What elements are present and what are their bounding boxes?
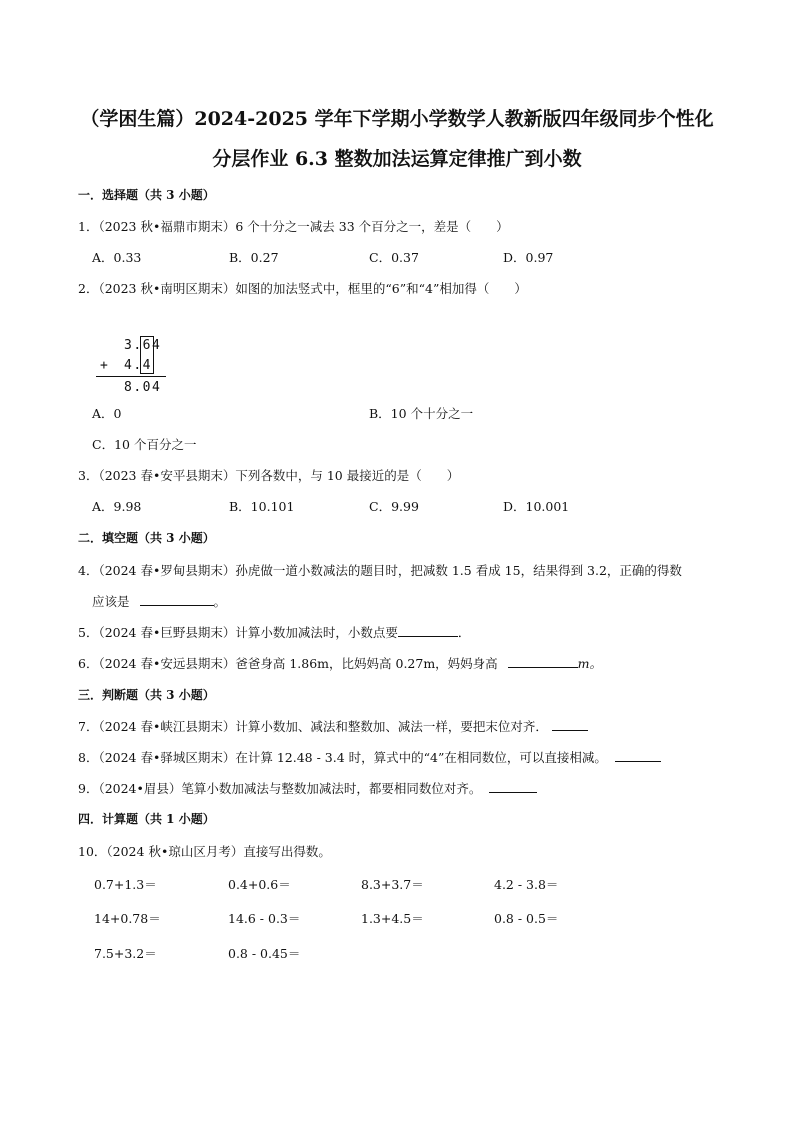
q3-option-a: A．9.98 [92, 499, 142, 514]
section-heading-fill: 二．填空题（共 3 小题） [78, 531, 215, 545]
q6-answer-blank[interactable] [508, 655, 578, 668]
question-10-text: 10．（2024 秋•琼山区月考）直接写出得数。 [78, 844, 331, 859]
sum-line [96, 376, 166, 377]
sum-result: 8.04 [124, 380, 162, 395]
q2-option-a: A．0 [92, 406, 122, 421]
addend-1: 3.64 [124, 338, 162, 353]
calc-item: 7.5+3.2＝ [94, 946, 157, 961]
calc-item: 0.4+0.6＝ [228, 877, 291, 892]
q2-option-b: B．10 个十分之一 [369, 406, 474, 421]
section-heading-calc: 四．计算题（共 1 小题） [78, 812, 215, 826]
question-3-text: 3．（2023 春•安平县期末）下列各数中，与 10 最接近的是（ ） [78, 468, 460, 483]
calc-item: 0.8 - 0.5＝ [494, 911, 559, 926]
question-7: 7．（2024 春•峡江县期末）计算小数加、减法和整数加、减法一样，要把末位对齐． [78, 717, 588, 735]
question-2-text: 2．（2023 秋•南明区期末）如图的加法竖式中，框里的“6”和“4”相加得（ ） [78, 281, 527, 296]
question-9: 9．（2024•眉县）笔算小数加减法与整数加减法时，都要相同数位对齐。 [78, 779, 537, 797]
question-1-text: 1．（2023 秋•福鼎市期末）6 个十分之一减去 33 个百分之一，差是（ ） [78, 219, 509, 234]
calc-item: 0.7+1.3＝ [94, 877, 157, 892]
q9-answer-blank[interactable] [489, 780, 537, 793]
page-title-line-1: （学困生篇）2024-2025 学年下学期小学数学人教新版四年级同步个性化 [80, 108, 714, 130]
calc-item: 0.8 - 0.45＝ [228, 946, 301, 961]
question-6: 6．（2024 春•安远县期末）爸爸身高 1.86m，比妈妈高 0.27m，妈妈身高 m。 [78, 656, 603, 671]
q1-option-d: D．0.97 [503, 250, 554, 265]
addend-2: 4.4 [124, 358, 152, 373]
q4-answer-blank[interactable] [140, 593, 214, 606]
section-heading-choice: 一．选择题（共 3 小题） [78, 188, 215, 202]
page-title-line-2: 分层作业 6.3 整数加法运算定律推广到小数 [212, 148, 582, 170]
question-4-text: 4．（2024 春•罗甸县期末）孙虎做一道小数减法的题目时，把减数 1.5 看成 15，结果得到 3.2，正确的得数 [78, 563, 682, 578]
calc-item: 14.6 - 0.3＝ [228, 911, 301, 926]
q2-option-c: C．10 个百分之一 [92, 437, 197, 452]
q3-option-d: D．10.001 [503, 499, 570, 514]
calc-item: 4.2 - 3.8＝ [494, 877, 559, 892]
question-8: 8．（2024 春•驿城区期末）在计算 12.48 - 3.4 时，算式中的“4”在相同数位，可以直接相减。 [78, 748, 661, 766]
section-heading-judge: 三．判断题（共 3 小题） [78, 688, 215, 702]
plus-sign: + [100, 358, 108, 373]
q7-answer-blank[interactable] [552, 718, 588, 731]
q5-answer-blank[interactable] [398, 624, 458, 637]
calc-item: 1.3+4.5＝ [361, 911, 424, 926]
q8-answer-blank[interactable] [615, 749, 661, 762]
calc-item: 8.3+3.7＝ [361, 877, 424, 892]
question-5: 5．（2024 春•巨野县期末）计算小数加减法时，小数点要 ． [78, 625, 471, 640]
q3-option-c: C．9.99 [369, 499, 419, 514]
calc-item: 14+0.78＝ [94, 911, 161, 926]
q1-option-c: C．0.37 [369, 250, 419, 265]
q1-option-b: B．0.27 [229, 250, 279, 265]
q1-option-a: A．0.33 [92, 250, 142, 265]
question-4-line-2: 应该是 。 [92, 594, 227, 609]
q3-option-b: B．10.101 [229, 499, 295, 514]
